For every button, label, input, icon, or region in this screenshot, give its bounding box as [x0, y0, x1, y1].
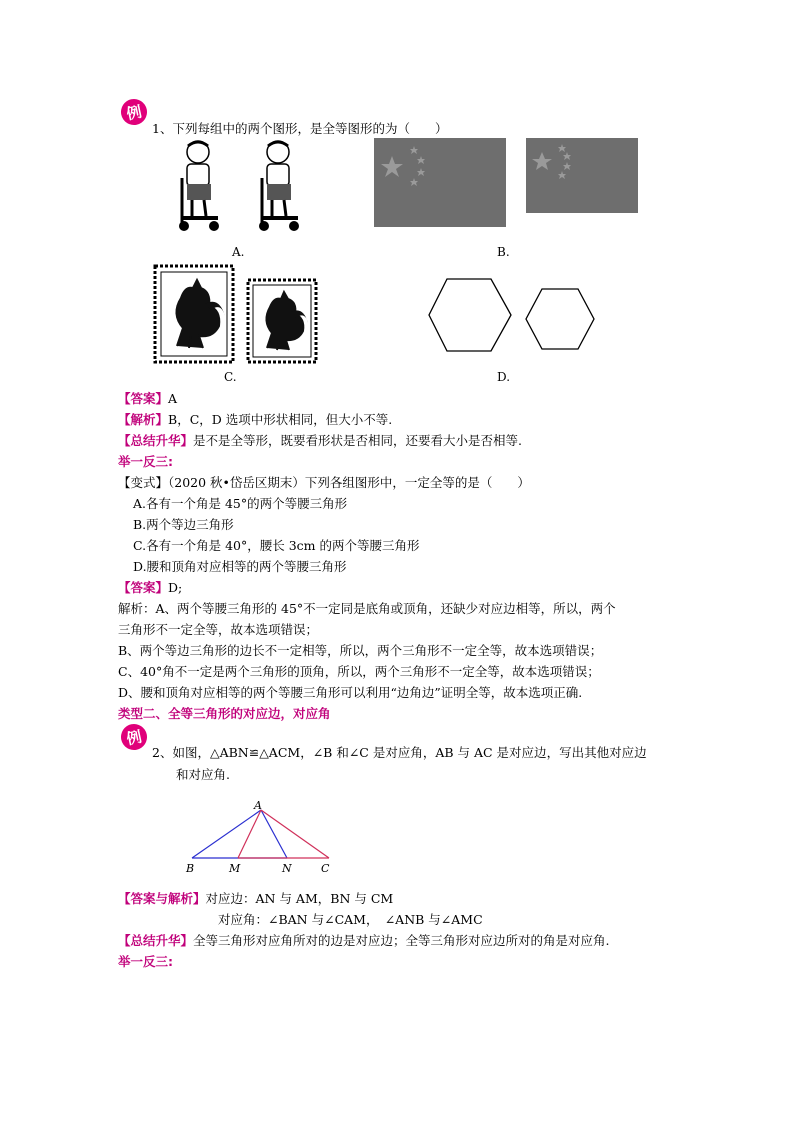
rooster-stamp-large	[155, 266, 233, 362]
option-b-label: B.	[497, 245, 510, 259]
analysis-2-line: 解析：A、两个等腰三角形的 45°不一定同是底角或顶角，还缺少对应边相等，所以，两个	[118, 601, 616, 616]
summary-2	[118, 931, 610, 949]
vertex-label-n: N	[282, 862, 292, 875]
kid-figure-right	[259, 141, 299, 231]
vertex-label-b: B	[186, 862, 195, 875]
option-c-label: C.	[224, 370, 237, 384]
analysis-tag: 【解析】	[118, 412, 169, 427]
variant-option-a: A.各有一个角是 45°的两个等腰三角形	[133, 496, 348, 511]
variant-question	[118, 473, 530, 491]
answer-analysis-line-1: 对应边：AN 与 AM，BN 与 CM	[205, 891, 394, 906]
option-d-label: D.	[497, 370, 511, 384]
rooster-stamp-small	[248, 280, 316, 362]
option-a-label: A.	[232, 245, 245, 259]
segment-am	[238, 810, 261, 858]
summary-tag: 【总结升华】	[118, 933, 194, 948]
triangle-diagram	[184, 796, 344, 878]
analysis-text: B，C，D 选项中形状相同，但大小不等.	[168, 412, 393, 427]
variant-text: （2020 秋•岱岳区期末）下列各组图形中，一定全等的是（ ）	[168, 475, 530, 490]
example-badge: 例	[119, 722, 150, 753]
variant-tag: 【变式】	[118, 475, 169, 490]
answer-1	[118, 389, 177, 407]
answer-value: A	[168, 391, 178, 406]
question-2-line-1: 2、如图，△ABN≌△ACM，∠B 和∠C 是对应角，AB 与 AC 是对应边，写出其他对应边	[152, 745, 647, 760]
hexagon-figures	[428, 276, 598, 358]
example-badge: 例	[119, 97, 150, 128]
segment-ab	[192, 810, 261, 858]
analysis-2-line: 三角形不一定全等，故本选项错误；	[118, 622, 319, 637]
answer-value: D;	[168, 580, 183, 595]
analysis-2-line: D、腰和顶角对应相等的两个等腰三角形可以利用“边角边”证明全等，故本选项正确.	[118, 685, 583, 700]
summary-tag: 【总结升华】	[118, 433, 194, 448]
practice-heading: 举一反三:	[118, 454, 173, 469]
kid-figure-left	[179, 141, 219, 231]
kid-scooter-figures	[170, 138, 310, 234]
segment-ac	[261, 810, 329, 858]
answer-analysis-line-2: 对应角：∠BAN 与∠CAM， ∠ANB 与∠AMC	[218, 912, 483, 927]
summary-text: 全等三角形对应角所对的边是对应边；全等三角形对应边所对的角是对应角.	[193, 933, 610, 948]
analysis-1	[118, 410, 392, 428]
analysis-2-line: B、两个等边三角形的边长不一定相等，所以，两个三角形不一定全等，故本选项错误；	[118, 643, 603, 658]
variant-option-b: B.两个等边三角形	[133, 517, 234, 532]
vertex-label-m: M	[229, 862, 241, 875]
answer-tag: 【答案】	[118, 580, 169, 595]
question-2-line-2: 和对应角.	[176, 767, 230, 782]
answer-3	[118, 889, 393, 907]
segment-an	[261, 810, 287, 858]
hexagon-large	[429, 279, 511, 351]
answer-analysis-tag: 【答案与解析】	[118, 891, 206, 906]
variant-option-c: C.各有一个角是 40°，腰长 3cm 的两个等腰三角形	[133, 538, 420, 553]
section-heading: 类型二、全等三角形的对应边，对应角	[118, 706, 331, 721]
variant-option-d: D.腰和顶角对应相等的两个等腰三角形	[133, 559, 347, 574]
hexagon-small	[526, 289, 594, 349]
summary-text: 是不是全等形，既要看形状是否相同，还要看大小是否相等.	[193, 433, 522, 448]
vertex-label-a: A	[254, 799, 262, 812]
analysis-2-line: C、40°角不一定是两个三角形的顶角，所以，两个三角形不一定全等，故本选项错误；	[118, 664, 600, 679]
answer-2	[118, 578, 182, 596]
answer-tag: 【答案】	[118, 391, 169, 406]
vertex-label-c: C	[321, 862, 330, 875]
flag-small	[526, 138, 638, 213]
summary-1	[118, 431, 522, 449]
practice-heading: 举一反三:	[118, 954, 173, 969]
question-1-text: 1、下列每组中的两个图形，是全等图形的为（ ）	[152, 121, 448, 136]
flag-large	[374, 138, 506, 227]
